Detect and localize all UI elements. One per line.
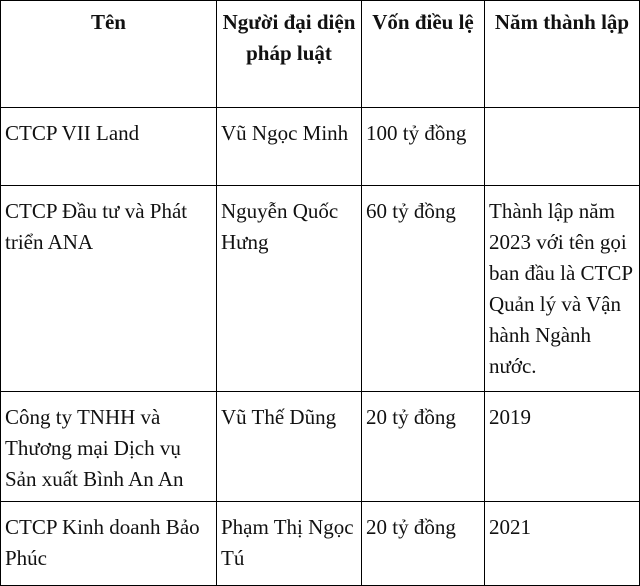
cell-charter-capital: 20 tỷ đồng — [362, 502, 485, 586]
cell-founding-year: 2019 — [485, 392, 640, 502]
table-row — [1, 108, 640, 186]
header-charter-capital: Vốn điều lệ — [362, 1, 485, 108]
cell-legal-representative: Phạm Thị Ngọc Tú — [217, 502, 362, 586]
cell-charter-capital: 20 tỷ đồng — [362, 392, 485, 502]
cell-charter-capital: 60 tỷ đồng — [362, 186, 485, 392]
cell-legal-representative: Vũ Ngọc Minh — [217, 108, 362, 186]
cell-name: CTCP Đầu tư và Phát triển ANA — [1, 186, 217, 392]
table-row — [1, 502, 640, 586]
header-row — [1, 1, 640, 108]
cell-charter-capital: 100 tỷ đồng — [362, 108, 485, 186]
header-legal-representative: Người đại diện pháp luật — [217, 1, 362, 108]
cell-legal-representative: Nguyễn Quốc Hưng — [217, 186, 362, 392]
cell-name: Công ty TNHH và Thương mại Dịch vụ Sản xuất Bình An An — [1, 392, 217, 502]
cell-legal-representative: Vũ Thế Dũng — [217, 392, 362, 502]
table-row — [1, 186, 640, 392]
cell-name: CTCP Kinh doanh Bảo Phúc — [1, 502, 217, 586]
cell-name: CTCP VII Land — [1, 108, 217, 186]
cell-founding-year: 2021 — [485, 502, 640, 586]
cell-founding-year — [485, 108, 640, 186]
cell-founding-year: Thành lập năm 2023 với tên gọi ban đầu là CTCP Quản lý và Vận hành Ngành nước. — [485, 186, 640, 392]
table-row — [1, 392, 640, 502]
header-founding-year: Năm thành lập — [485, 1, 640, 108]
header-name: Tên — [1, 1, 217, 108]
